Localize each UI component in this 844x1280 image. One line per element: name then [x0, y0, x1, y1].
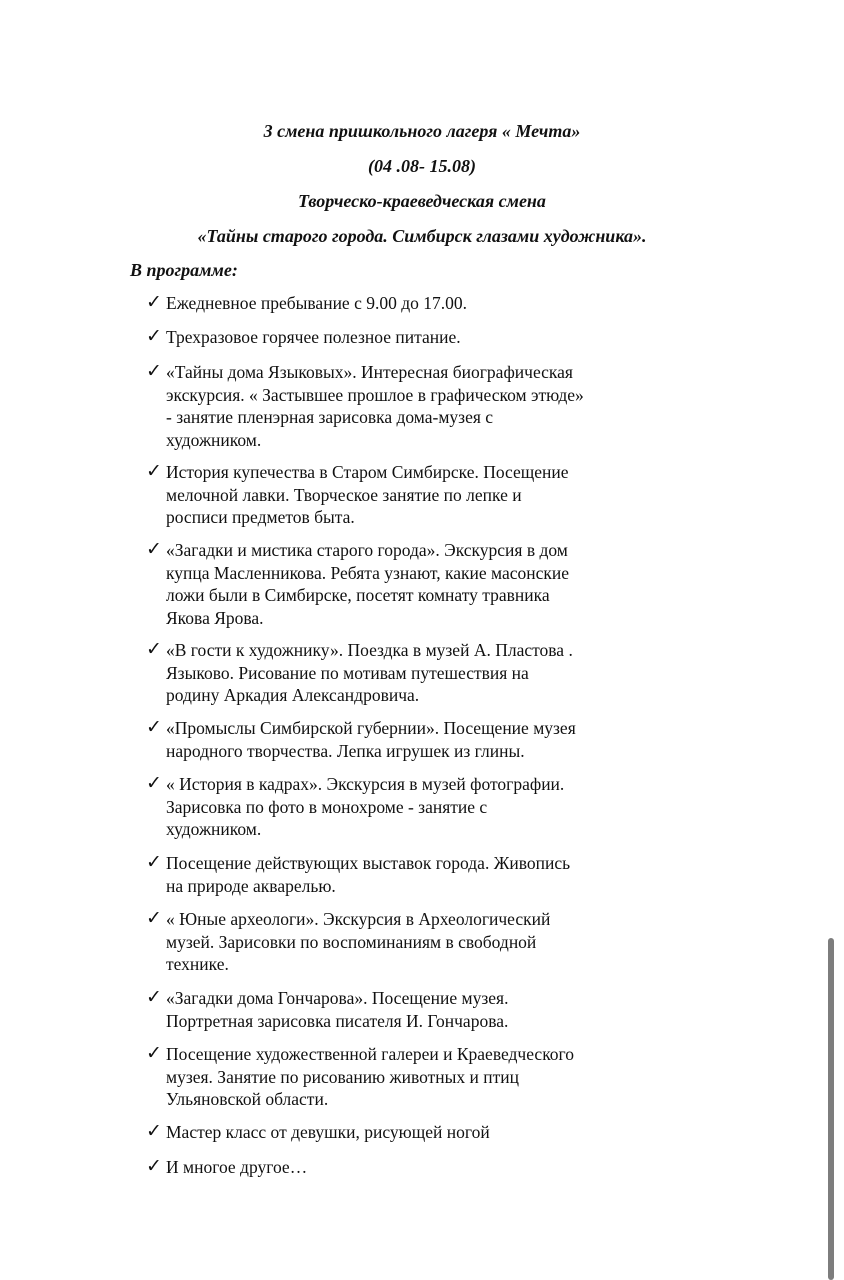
checkmark-icon: ✓ — [146, 1120, 162, 1142]
program-item — [146, 326, 626, 349]
program-item — [146, 1043, 626, 1111]
program-item — [146, 361, 626, 451]
checkmark-icon: ✓ — [146, 325, 162, 347]
scrollbar-thumb[interactable] — [828, 938, 834, 1280]
program-item — [146, 1156, 626, 1179]
program-item — [146, 717, 626, 762]
checkmark-icon: ✓ — [146, 360, 162, 382]
program-item — [146, 1121, 626, 1144]
program-item-text: «Промыслы Симбирской губернии». Посещение музея народного творчества. Лепка игрушек из глины. — [166, 718, 576, 761]
program-item — [146, 461, 626, 529]
program-item-text: «Загадки дома Гончарова». Посещение музея. Портретная зарисовка писателя И. Гончарова. — [166, 988, 509, 1031]
program-item-text: « Юные археологи». Экскурсия в Археологический музей. Зарисовки по воспоминаниям в свободной технике. — [166, 909, 551, 974]
checkmark-icon: ✓ — [146, 772, 162, 794]
program-item-text: « История в кадрах». Экскурсия в музей фотографии. Зарисовка по фото в монохроме - занятие с художником. — [166, 774, 565, 839]
program-item-text: История купечества в Старом Симбирске. Посещение мелочной лавки. Творческое занятие по лепке и росписи предметов быта. — [166, 462, 569, 527]
shift-theme: «Тайны старого города. Симбирск глазами художника». — [197, 226, 647, 246]
program-item-text: И многое другое… — [166, 1157, 308, 1177]
program-heading: В программе: — [130, 260, 238, 280]
program-item — [146, 852, 626, 897]
checkmark-icon: ✓ — [146, 1042, 162, 1064]
program-item — [146, 773, 626, 841]
program-item — [146, 908, 626, 976]
checkmark-icon: ✓ — [146, 460, 162, 482]
checkmark-icon: ✓ — [146, 638, 162, 660]
program-item-text: Посещение художественной галереи и Краеведческого музея. Занятие по рисованию животных и птиц Ульяновской области. — [166, 1044, 575, 1109]
program-item-text: Мастер класс от девушки, рисующей ногой — [166, 1122, 490, 1142]
program-item-text: Посещение действующих выставок города. Живопись на природе акварелью. — [166, 853, 571, 896]
program-item — [146, 987, 626, 1032]
checkmark-icon: ✓ — [146, 716, 162, 738]
checkmark-icon: ✓ — [146, 907, 162, 929]
checkmark-icon: ✓ — [146, 538, 162, 560]
program-item — [146, 539, 626, 629]
program-item-text: Трехразовое горячее полезное питание. — [166, 327, 461, 347]
program-item-text: Ежедневное пребывание с 9.00 до 17.00. — [166, 293, 467, 313]
checkmark-icon: ✓ — [146, 851, 162, 873]
checkmark-icon: ✓ — [146, 1155, 162, 1177]
camp-title: 3 смена пришкольного лагеря « Мечта» — [263, 121, 581, 141]
checkmark-icon: ✓ — [146, 986, 162, 1008]
program-item-text: «Тайны дома Языковых». Интересная биографическая экскурсия. « Застывшее прошлое в графическом этюде» - занятие пленэрная зарисовка дома-музея с художником. — [166, 362, 584, 450]
checkmark-icon: ✓ — [146, 291, 162, 313]
program-item-text: «В гости к художнику». Поездка в музей А. Пластова . Языково. Рисование по мотивам путешествия на родину Аркадия Александровича. — [166, 640, 573, 705]
program-item — [146, 639, 626, 707]
program-item-text: «Загадки и мистика старого города». Экскурсия в дом купца Масленникова. Ребята узнают, какие масонские ложи были в Симбирске, посетят комнату травника Якова Ярова. — [166, 540, 570, 628]
camp-dates: (04 .08- 15.08) — [368, 156, 476, 176]
program-item — [146, 292, 626, 315]
shift-type: Творческо-краеведческая смена — [298, 191, 546, 211]
